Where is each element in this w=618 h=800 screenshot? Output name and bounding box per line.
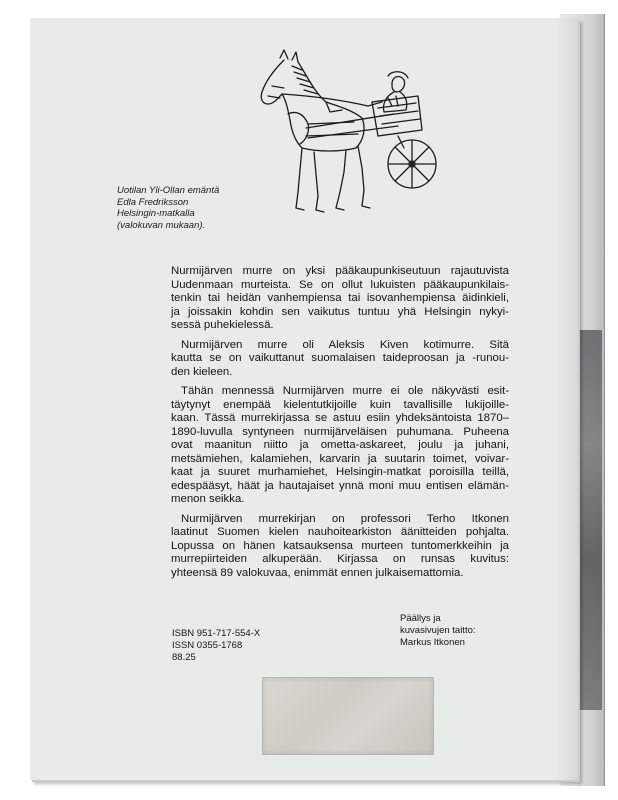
text-line: yhteensä 89 valokuvaa, enimmät ennen julkaisemattomia. <box>171 566 464 579</box>
illustration-caption <box>117 185 267 231</box>
text-line: laatinut Suomen kielen nauhoitearkiston äänitteiden pohjalta. <box>171 526 509 538</box>
cover-edge-shadow <box>556 18 578 780</box>
blurb-text <box>171 265 509 586</box>
text-line: Nurmijärven murre on yksi pääkaupunkiseutuun rajautuvista <box>171 265 509 277</box>
credits-line: kuvasivujen taitto: <box>400 624 476 636</box>
text-line: metsämiehen, kalamiehen, karvarin ja suutarin toimet, voivar- <box>171 452 509 465</box>
blurb-paragraph <box>171 513 509 581</box>
caption-line: (valokuvan mukaan). <box>117 219 206 231</box>
text-line: Nurmijärven murre oli Aleksis Kiven kotimurre. Sitä <box>181 338 509 351</box>
design-credits <box>400 613 476 648</box>
text-line: menon seikka. <box>171 493 245 505</box>
blurb-paragraph <box>171 265 509 333</box>
text-line: tenkin tai heidän vanhempiensa tai isovanhempiensa äidinkieli, <box>171 292 509 304</box>
text-line: kaat ja suuret murhamiehet, Helsingin-matkat poroisilla teillä, <box>171 466 509 478</box>
price-sticker <box>262 677 434 755</box>
text-line: ja joissakin kohdin sen vaikutus tuntuu yhä Helsingin nykyi- <box>171 305 509 318</box>
code-line: 88.25 <box>172 651 196 663</box>
blurb-paragraph <box>171 339 509 380</box>
text-line: Lopussa on hänen katsauksensa murteen tuntomerkkeihin ja <box>171 539 509 552</box>
text-line: Tähän mennessä Nurmijärven murre ei ole näkyvästi esit- <box>181 385 509 397</box>
text-line: ovat maanitun niitto ja ometta-askareet, joulu ja juhani, <box>171 439 509 451</box>
text-line: täytynyt enempää kielentutkijoille kuin tavallisille lukijoille- <box>171 398 509 411</box>
issn-line: ISSN 0355-1768 <box>172 639 243 651</box>
text-line: edespääsyt, häät ja hautajaiset ynnä moni muu entisen elämän- <box>171 479 509 492</box>
spine-photo-strip <box>578 330 602 710</box>
text-line: murrepiirteiden alkuperään. Kirjassa on runsas kuvitus: <box>171 553 509 565</box>
text-line: Nurmijärven murrekirjan on professori Terho Itkonen <box>181 512 509 525</box>
caption-line: Helsingin-matkalla <box>117 208 195 219</box>
caption-line: Uotilan Yli-Ollan emäntä <box>117 185 220 196</box>
text-line: Uudenmaan murteista. Se on ollut lukuisten pääkaupunkilais- <box>171 278 509 291</box>
blurb-paragraph <box>171 385 509 507</box>
isbn-block <box>172 628 260 663</box>
text-line: den kieleen. <box>171 365 233 378</box>
text-line: 1890-luvulla syntyneen nurmijärveläisen puhumana. Puheena <box>171 425 509 438</box>
text-line: sessä puhekielessä. <box>171 319 274 331</box>
text-line: kautta se on vaikuttanut suomalaisen taideproosan ja -runou- <box>171 352 509 364</box>
isbn-line: ISBN 951-717-554-X <box>172 628 261 639</box>
caption-line: Edla Fredriksson <box>117 196 189 208</box>
credits-line: Markus Itkonen <box>400 636 465 648</box>
text-line: kaan. Tässä murrekirjassa se astuu esiin yhdeksäntoista 1870– <box>171 412 509 424</box>
credits-line: Päällys ja <box>400 613 441 624</box>
